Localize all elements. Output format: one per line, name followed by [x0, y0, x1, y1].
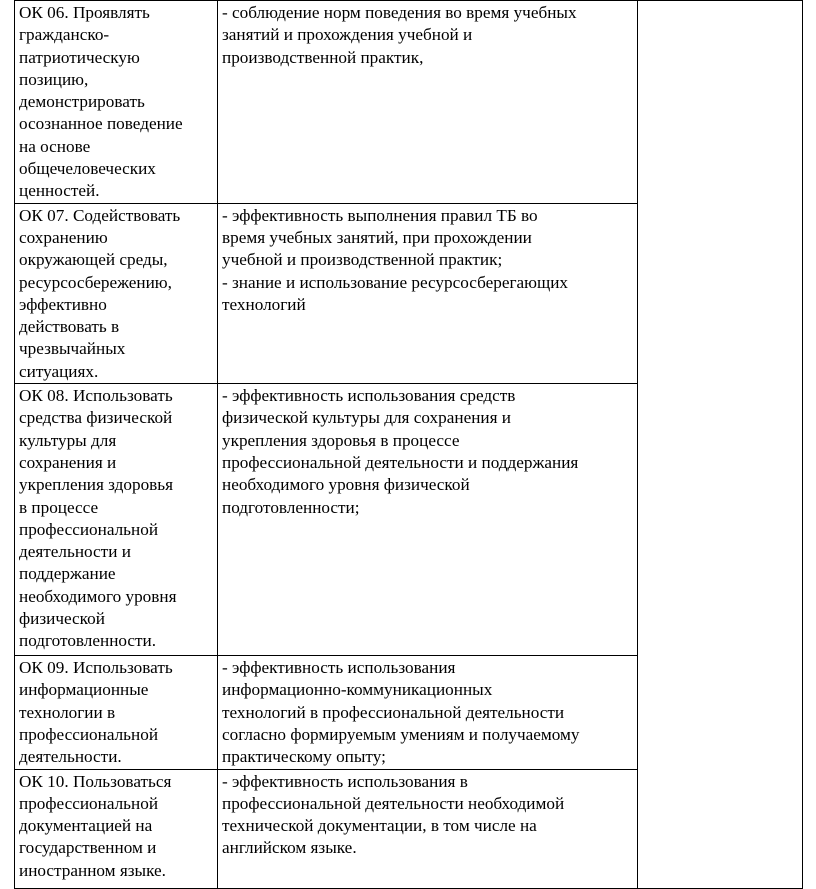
competency-line: позицию, — [19, 69, 89, 89]
competency-line: деятельности и — [19, 542, 131, 562]
competency-line: технологии в — [19, 702, 116, 722]
competency-line: осознанное поведение — [19, 114, 183, 134]
competency-line: деятельности. — [19, 747, 122, 767]
competency-line: профессиональной — [19, 724, 159, 744]
competency-line: на основе — [19, 136, 91, 156]
competency-line: профессиональной — [19, 519, 159, 539]
competency-cell — [15, 203, 218, 383]
competency-line: эффективно — [19, 294, 107, 314]
competency-cell — [15, 769, 218, 888]
criteria-cell: - эффективность использования в профессиональной деятельности необходимой технической документации, в том числе на английском языке. — [218, 769, 638, 888]
document-page — [14, 0, 803, 889]
competency-line: ресурсосбережению, — [19, 272, 172, 292]
competency-line: государственном и — [19, 838, 157, 858]
competency-line: средства физической — [19, 408, 173, 428]
competency-line: чрезвычайных — [19, 339, 126, 359]
competency-cell — [15, 656, 218, 769]
competency-line: действовать в — [19, 317, 120, 337]
competency-line: окружающей среды, — [19, 250, 168, 270]
table-row — [15, 1, 803, 204]
competency-line: общечеловеческих — [19, 159, 156, 179]
competency-line: сохранению — [19, 227, 108, 247]
competency-line: иностранном языке. — [19, 860, 166, 880]
competency-line: ОК 09. Использовать — [19, 658, 173, 678]
competency-criteria-table — [14, 0, 803, 889]
competency-line: информационные — [19, 680, 149, 700]
criteria-cell: - эффективность использования средств физической культуры для сохранения и укрепления здоровья в процессе профессиональной деятельности и поддержания необходимого уровня физической подготовленности; — [218, 384, 638, 656]
competency-line: в процессе — [19, 497, 99, 517]
competency-line: физической — [19, 609, 105, 629]
competency-line: ОК 08. Использовать — [19, 386, 173, 406]
empty-assessment-cell — [638, 1, 803, 889]
competency-line: ОК 10. Пользоваться — [19, 771, 172, 791]
competency-line: демонстрировать — [19, 92, 145, 112]
competency-line: поддержание — [19, 564, 116, 584]
competency-line: гражданско- — [19, 25, 110, 45]
competency-line: патриотическую — [19, 47, 140, 67]
competency-line: ОК 07. Содействовать — [19, 205, 181, 225]
competency-line: документацией на — [19, 816, 153, 836]
competency-line: культуры для — [19, 430, 117, 450]
criteria-cell: - эффективность выполнения правил ТБ во время учебных занятий, при прохождении учебной и производственной практик; - знание и использование ресурсосберегающих технологий — [218, 203, 638, 383]
competency-line: подготовленности. — [19, 631, 157, 651]
competency-cell — [15, 1, 218, 204]
competency-line: сохранения и — [19, 452, 117, 472]
competency-line: ситуациях. — [19, 361, 99, 381]
criteria-cell: - эффективность использования информационно-коммуникационных технологий в профессиональной деятельности согласно формируемым умениям и получаемому практическому опыту; — [218, 656, 638, 769]
competency-line: укрепления здоровья — [19, 475, 174, 495]
competency-line: профессиональной — [19, 793, 159, 813]
competency-line: ценностей. — [19, 181, 100, 201]
criteria-cell: - соблюдение норм поведения во время учебных занятий и прохождения учебной и производственной практик, — [218, 1, 638, 204]
competency-cell — [15, 384, 218, 656]
competency-line: ОК 06. Проявлять — [19, 3, 150, 22]
competency-line: необходимого уровня — [19, 586, 177, 606]
